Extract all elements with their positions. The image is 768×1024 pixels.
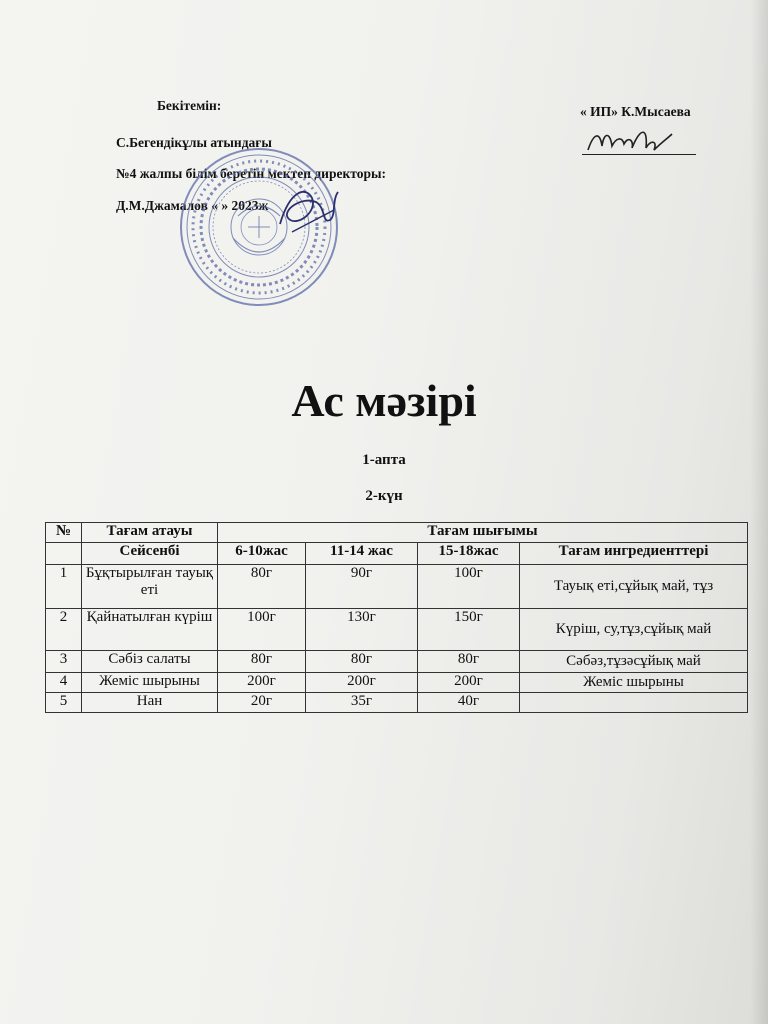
row-age1: 80г: [218, 651, 306, 673]
table-row: [46, 693, 748, 713]
ip-name: « ИП» К.Мысаева: [580, 104, 691, 119]
header-dish-name: Тағам атауы: [82, 523, 218, 543]
page-shadow: [750, 0, 768, 1024]
row-age3: 200г: [418, 673, 520, 693]
director-signature: [272, 180, 342, 242]
header-day-name: Сейсенбі: [82, 543, 218, 565]
menu-table: [45, 522, 748, 713]
row-dish: Қайнатылған күріш: [82, 609, 218, 651]
header-ingredients: Тағам ингредиенттері: [520, 543, 748, 565]
row-age3: 150г: [418, 609, 520, 651]
row-age1: 20г: [218, 693, 306, 713]
page-title: Ас мәзірі: [291, 375, 477, 426]
row-age2: 35г: [306, 693, 418, 713]
row-age1: 80г: [218, 565, 306, 609]
row-num: 5: [46, 693, 82, 713]
table-row: [46, 673, 748, 693]
row-age3: 80г: [418, 651, 520, 673]
header-empty: [46, 543, 82, 565]
header-age-11-14: 11-14 жас: [306, 543, 418, 565]
row-num: 4: [46, 673, 82, 693]
ip-signature-line: [582, 154, 696, 155]
row-age2: 200г: [306, 673, 418, 693]
row-num: 2: [46, 609, 82, 651]
row-ingredients: Сәбәз,тұзәсұйық май: [520, 651, 748, 673]
table-row: [46, 651, 748, 673]
director-date-line: Д.М.Джамалов « » 2023ж: [116, 198, 269, 213]
school-director-line: №4 жалпы білім беретін мектеп директоры:: [116, 166, 386, 181]
row-dish: Нан: [82, 693, 218, 713]
row-dish: Жеміс шырыны: [82, 673, 218, 693]
school-name-line: С.Бегендікұлы атындағы: [116, 135, 272, 150]
header-output: Тағам шығымы: [218, 523, 748, 543]
row-age3: 40г: [418, 693, 520, 713]
row-age2: 130г: [306, 609, 418, 651]
header-num: №: [46, 523, 82, 543]
row-age2: 80г: [306, 651, 418, 673]
day-label: 2-күн: [365, 488, 403, 504]
row-ingredients: Жеміс шырыны: [520, 673, 748, 693]
row-age2: 90г: [306, 565, 418, 609]
table-subheader-row: [46, 543, 748, 565]
table-header-row: [46, 523, 748, 543]
table-row: [46, 609, 748, 651]
row-dish: Бұқтырылған тауық еті: [82, 565, 218, 609]
ip-signature: [584, 118, 674, 158]
row-age3: 100г: [418, 565, 520, 609]
row-age1: 100г: [218, 609, 306, 651]
row-ingredients: Күріш, су,тұз,сұйық май: [520, 609, 748, 651]
row-age1: 200г: [218, 673, 306, 693]
header-age-6-10: 6-10жас: [218, 543, 306, 565]
row-num: 3: [46, 651, 82, 673]
row-dish: Сәбіз салаты: [82, 651, 218, 673]
approval-label: Бекітемін:: [157, 98, 222, 113]
table-row: [46, 565, 748, 609]
header-age-15-18: 15-18жас: [418, 543, 520, 565]
week-label: 1-апта: [362, 452, 406, 468]
row-ingredients: [520, 693, 748, 713]
row-num: 1: [46, 565, 82, 609]
row-ingredients: Тауық еті,сұйық май, тұз: [520, 565, 748, 609]
